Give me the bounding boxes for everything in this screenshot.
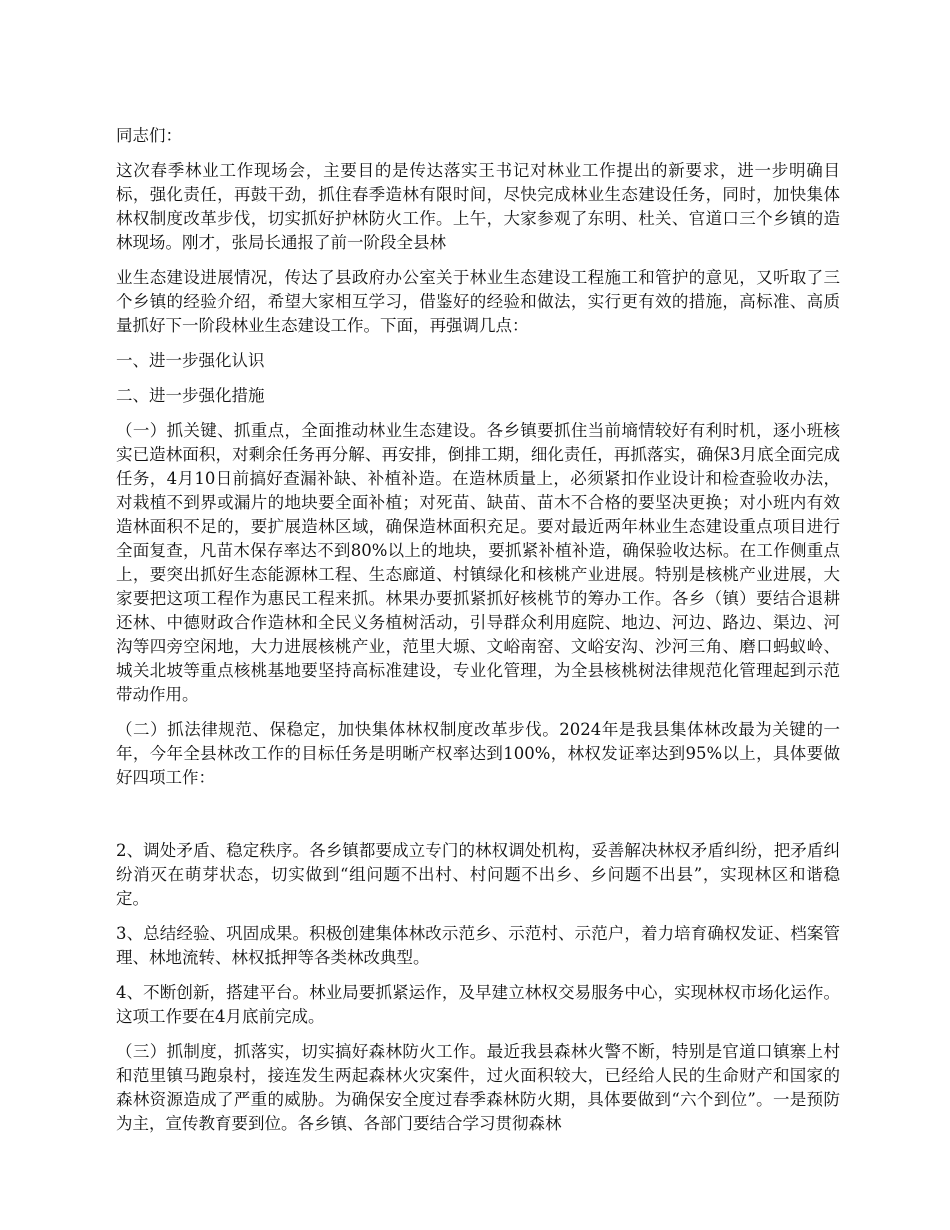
paragraph-item-3: 3、总结经验、巩固成果。积极创建集体林改示范乡、示范村、示范户，着力培育确权发证、档案管理、林地流转、林权抵押等各类林改典型。 (116, 924, 840, 967)
paragraph-intro: 这次春季林业工作现场会，主要目的是传达落实王书记对林业工作提出的新要求，进一步明确目标，强化责任，再鼓干劲，抓住春季造林有限时间，尽快完成林业生态建设任务，同时，加快集体林权制度改革步伐，切实抓好护林防火工作。上午，大家参观了东明、杜关、官道口三个乡镇的造林现场。刚才，张局长通报了前一阶段全县林 (116, 161, 840, 252)
paragraph-measure-1: （一）抓关键、抓重点，全面推动林业生态建设。各乡镇要抓住当前墒情较好有利时机，逐小班核实已造林面积，对剩余任务再分解、再安排，倒排工期，细化责任，再抓落实，确保3月底全面完成任务，4月10日前搞好查漏补缺、补植补造。在造林质量上，必须紧扣作业设计和检查验收办法，对栽植不到界或漏片的地块要全面补植；对死苗、缺苗、苗木不合格的要坚决更换；对小班内有效造林面积不足的，要扩展造林区域，确保造林面积充足。要对最近两年林业生态建设重点项目进行全面复查，凡苗木保存率达不到80%以上的地块，要抓紧补植补造，确保验收达标。在工作侧重点上，要突出抓好生态能源林工程、生态廊道、村镇绿化和核桃产业进展。特别是核桃产业进展，大家要把这项工程作为惠民工程来抓。林果办要抓紧抓好核桃节的筹办工作。各乡（镇）要结合退耕还林、中德财政合作造林和全民义务植树活动，引导群众利用庭院、地边、河边、路边、渠边、河沟等四旁空闲地，大力进展核桃产业，范里大塬、文峪南窑、文峪安沟、沙河三角、磨口蚂蚁岭、城关北坡等重点核桃基地要坚持高标准建设，专业化管理，为全县核桃树法律规范化管理起到示范带动作用。 (116, 421, 840, 704)
paragraph-measure-2: （二）抓法律规范、保稳定，加快集体林权制度改革步伐。2024年是我县集体林改最为关键的一年，今年全县林改工作的目标任务是明晰产权率达到100%，林权发证率达到95%以上，具体要做好四项工作： (116, 720, 840, 787)
document-body (116, 124, 840, 1147)
paragraph-item-4: 4、不断创新，搭建平台。林业局要抓紧运作，及早建立林权交易服务中心，实现林权市场化运作。这项工作要在4月底前完成。 (116, 983, 840, 1026)
salutation: 同志们： (116, 126, 182, 145)
paragraph-item-2: 2、调处矛盾、稳定秩序。各乡镇都要成立专门的林权调处机构，妥善解决林权矛盾纠纷，把矛盾纠纷消灭在萌芽状态，切实做到“组问题不出村、村问题不出乡、乡问题不出县”，实现林区和谐稳定。 (116, 841, 840, 908)
blank-gap (116, 801, 840, 839)
paragraph-measure-3: （三）抓制度，抓落实，切实搞好森林防火工作。最近我县森林火警不断，特别是官道口镇寨上村和范里镇马跑泉村，接连发生两起森林火灾案件，过火面积较大，已经给人民的生命财产和国家的森林资源造成了严重的威胁。为确保安全度过春季森林防火期，具体要做到“六个到位”。一是预防为主，宣传教育要到位。各乡镇、各部门要结合学习贯彻森林 (116, 1042, 840, 1133)
heading-section-2: 二、进一步强化措施 (116, 386, 265, 405)
paragraph-intro-continued: 业生态建设进展情况，传达了县政府办公室关于林业生态建设工程施工和管护的意见，又听取了三个乡镇的经验介绍，希望大家相互学习，借鉴好的经验和做法，实行更有效的措施，高标准、高质量抓好下一阶段林业生态建设工作。下面，再强调几点： (116, 268, 840, 335)
heading-section-1: 一、进一步强化认识 (116, 351, 265, 370)
